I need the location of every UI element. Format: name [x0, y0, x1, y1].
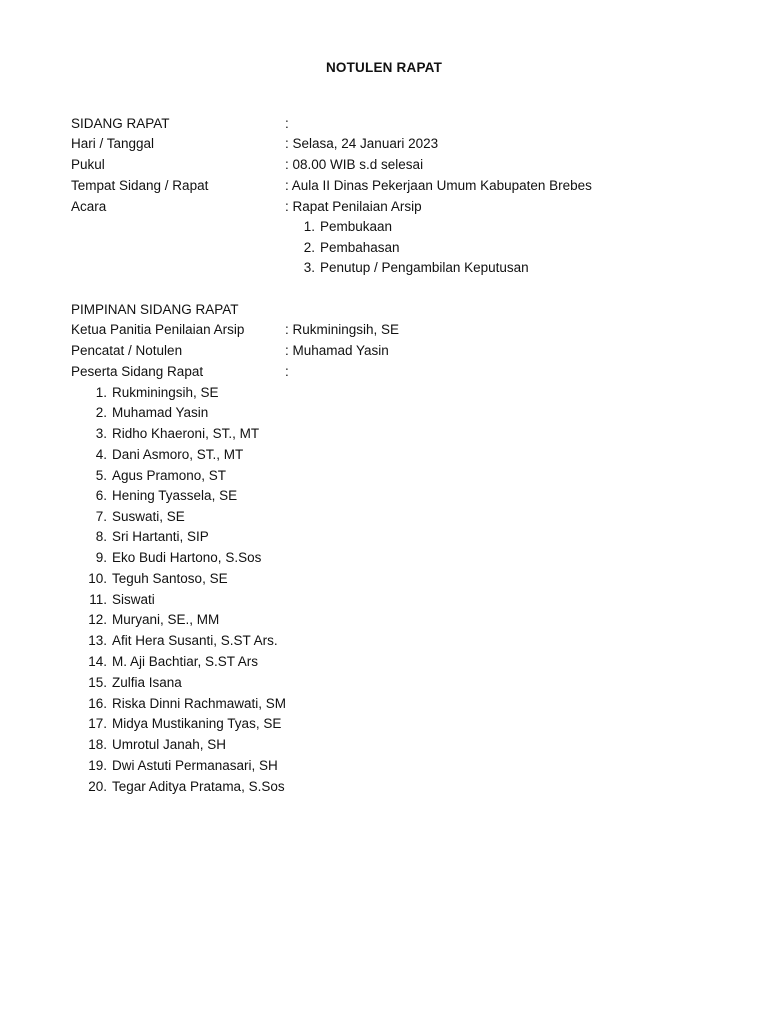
participant-name: Dwi Astuti Permanasari, SH: [112, 758, 278, 773]
participant-name: Zulfia Isana: [112, 675, 182, 690]
participant-number: 17.: [88, 716, 107, 731]
participant-number: 1.: [95, 385, 107, 400]
agenda-item-number: 1.: [303, 219, 315, 234]
participant-number: 2.: [95, 405, 107, 420]
participant-name: Afit Hera Susanti, S.ST Ars.: [112, 633, 278, 648]
participant-number: 8.: [95, 529, 107, 544]
meeting-section-label: SIDANG RAPAT: [71, 116, 170, 131]
participant-number: 15.: [88, 675, 107, 690]
participant-name: Midya Mustikaning Tyas, SE: [112, 716, 282, 731]
participant-name: Muryani, SE., MM: [112, 612, 220, 627]
participant-name: Teguh Santoso, SE: [112, 571, 228, 586]
participant-number: 20.: [88, 779, 107, 794]
participant-number: 3.: [95, 426, 107, 441]
participant-name: M. Aji Bachtiar, S.ST Ars: [112, 654, 259, 669]
agenda-item-number: 2.: [303, 240, 315, 255]
participant-number: 11.: [89, 592, 107, 607]
participant-number: 19.: [88, 758, 107, 773]
participant-number: 6.: [95, 488, 107, 503]
participant-number: 12.: [88, 612, 107, 627]
participant-name: Muhamad Yasin: [112, 405, 209, 420]
participant-name: Eko Budi Hartono, S.Sos: [112, 550, 262, 565]
participant-number: 9.: [95, 550, 107, 565]
participant-name: Umrotul Janah, SH: [112, 737, 227, 752]
participant-name: Sri Hartanti, SIP: [112, 529, 209, 544]
day-date-label: Hari / Tanggal: [71, 136, 155, 151]
agenda-item-number: 3.: [303, 260, 315, 275]
agenda-item-text: Penutup / Pengambilan Keputusan: [320, 260, 529, 275]
day-date-value: : Selasa, 24 Januari 2023: [285, 136, 439, 151]
participant-name: Ridho Khaeroni, ST., MT: [112, 426, 260, 441]
participant-number: 16.: [88, 696, 107, 711]
agenda-label: Acara: [71, 199, 107, 214]
participant-number: 10.: [88, 571, 107, 586]
time-label: Pukul: [71, 157, 105, 172]
agenda-item-text: Pembahasan: [320, 240, 400, 255]
participant-number: 13.: [88, 633, 107, 648]
place-label: Tempat Sidang / Rapat: [71, 178, 209, 193]
participant-name: Riska Dinni Rachmawati, SM: [112, 696, 287, 711]
participant-name: Tegar Aditya Pratama, S.Sos: [112, 779, 285, 794]
agenda-item-text: Pembukaan: [320, 219, 393, 234]
participant-name: Dani Asmoro, ST., MT: [112, 447, 244, 462]
notetaker-value: : Muhamad Yasin: [285, 343, 389, 358]
participant-name: Hening Tyassela, SE: [112, 488, 238, 503]
document-title: NOTULEN RAPAT: [325, 60, 443, 75]
leadership-section-label: PIMPINAN SIDANG RAPAT: [71, 302, 239, 317]
participant-number: 4.: [95, 447, 107, 462]
participants-label: Peserta Sidang Rapat: [71, 364, 204, 379]
participant-number: 18.: [88, 737, 107, 752]
participant-number: 14.: [88, 654, 107, 669]
notetaker-label: Pencatat / Notulen: [71, 343, 183, 358]
time-value: : 08.00 WIB s.d selesai: [285, 157, 424, 172]
chair-value: : Rukminingsih, SE: [285, 322, 400, 337]
participant-name: Agus Pramono, ST: [112, 468, 227, 483]
chair-label: Ketua Panitia Penilaian Arsip: [71, 322, 245, 337]
meeting-section-colon: :: [285, 116, 289, 131]
participant-name: Siswati: [112, 592, 155, 607]
participant-number: 7.: [95, 509, 107, 524]
participant-name: Suswati, SE: [112, 509, 185, 524]
participants-colon: :: [285, 364, 289, 379]
participant-number: 5.: [95, 468, 107, 483]
place-value: : Aula II Dinas Pekerjaan Umum Kabupaten Brebes: [285, 178, 592, 193]
participant-name: Rukminingsih, SE: [112, 385, 219, 400]
agenda-value: : Rapat Penilaian Arsip: [285, 199, 422, 214]
